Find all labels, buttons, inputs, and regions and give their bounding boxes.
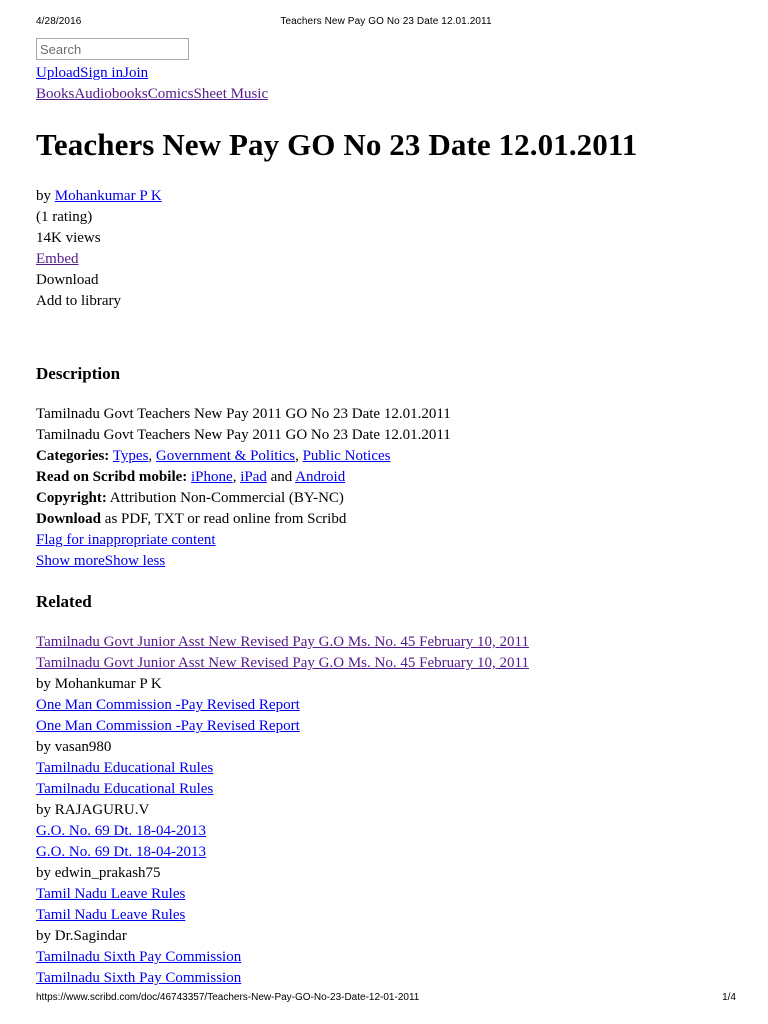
add-to-library-button[interactable]: Add to library <box>36 293 121 309</box>
upload-link[interactable]: Upload <box>36 65 81 81</box>
page-title: Teachers New Pay GO No 23 Date 12.01.2011 <box>36 127 638 162</box>
copyright-label: Copyright: <box>36 490 107 506</box>
document-meta <box>36 186 736 312</box>
description-heading: Description <box>36 364 121 383</box>
related-item-title-link <box>36 758 736 779</box>
show-toggle-line <box>36 551 736 572</box>
category-types-link[interactable]: Types <box>112 448 149 464</box>
mobile-label: Read on Scribd mobile: <box>36 469 188 485</box>
related-item-title-link <box>36 653 736 674</box>
related-link[interactable]: One Man Commission -Pay Revised Report <box>36 697 300 713</box>
related-item-title-link <box>36 821 736 842</box>
related-link[interactable]: Tamilnadu Sixth Pay Commission <box>36 970 242 986</box>
views-text: 14K views <box>36 230 101 246</box>
related-list <box>36 632 736 989</box>
join-link[interactable]: Join <box>123 65 149 81</box>
download-button[interactable]: Download <box>36 272 99 288</box>
description-section <box>36 404 736 572</box>
copyright-line <box>36 488 736 509</box>
print-page-number: 1/4 <box>722 992 736 1003</box>
nav-audiobooks-link[interactable]: Audiobooks <box>74 86 148 102</box>
embed-link[interactable]: Embed <box>36 251 79 267</box>
print-url: https://www.scribd.com/doc/46743357/Teachers-New-Pay-GO-No-23-Date-12-01-2011 <box>36 992 420 1003</box>
nav-books-link[interactable]: Books <box>36 86 75 102</box>
categories-label: Categories: <box>36 448 110 464</box>
download-label: Download <box>36 511 102 527</box>
related-item-title-link <box>36 968 736 989</box>
related-link[interactable]: G.O. No. 69 Dt. 18-04-2013 <box>36 823 206 839</box>
print-header <box>36 16 736 30</box>
ipad-link[interactable]: iPad <box>240 469 267 485</box>
related-item-title-link <box>36 695 736 716</box>
related-item-author: by edwin_prakash75 <box>36 865 161 881</box>
related-item-title-link <box>36 716 736 737</box>
related-item-title-link <box>36 905 736 926</box>
related-item-author: by vasan980 <box>36 739 112 755</box>
author-line <box>36 186 736 207</box>
category-government-politics-link[interactable]: Government & Politics <box>155 448 296 464</box>
android-link[interactable]: Android <box>295 469 346 485</box>
download-info-text: as PDF, TXT or read online from Scribd <box>101 511 347 527</box>
rating-text: (1 rating) <box>36 209 93 225</box>
account-links <box>36 63 736 84</box>
nav-comics-link[interactable]: Comics <box>147 86 194 102</box>
mobile-line: Read on Scribd mobile: iPhone, iPad and Android <box>36 469 346 485</box>
download-info-line <box>36 509 736 530</box>
sign-in-link[interactable]: Sign in <box>80 65 124 81</box>
flag-content-link[interactable]: Flag for inappropriate content <box>36 532 216 548</box>
related-item-author: by Mohankumar P K <box>36 676 162 692</box>
related-link[interactable]: Tamil Nadu Leave Rules <box>36 907 186 923</box>
and-text: and <box>266 469 296 485</box>
iphone-link[interactable]: iPhone <box>191 469 233 485</box>
flag-line <box>36 530 736 551</box>
show-less-link[interactable]: Show less <box>104 553 166 569</box>
related-link[interactable]: Tamilnadu Educational Rules <box>36 781 214 797</box>
search-input[interactable] <box>36 38 189 60</box>
by-label: by <box>36 188 55 204</box>
related-link[interactable]: Tamilnadu Govt Junior Asst New Revised Pay G.O Ms. No. 45 February 10, 2011 <box>36 655 529 671</box>
related-link[interactable]: Tamil Nadu Leave Rules <box>36 886 186 902</box>
categories-line: Categories: Types, Government & Politics, Public Notices <box>36 448 391 464</box>
print-page-title: Teachers New Pay GO No 23 Date 12.01.2011 <box>280 16 492 27</box>
page-content <box>36 38 736 989</box>
nav-sheet-music-link[interactable]: Sheet Music <box>193 86 269 102</box>
related-link[interactable]: One Man Commission -Pay Revised Report <box>36 718 300 734</box>
print-footer <box>36 992 736 1006</box>
copyright-value: Attribution Non-Commercial (BY-NC) <box>106 490 344 506</box>
print-date: 4/28/2016 <box>36 16 82 27</box>
related-item-title-link <box>36 779 736 800</box>
related-link[interactable]: Tamilnadu Sixth Pay Commission <box>36 949 242 965</box>
related-item-title-link <box>36 884 736 905</box>
show-more-link[interactable]: Show more <box>36 553 105 569</box>
related-heading: Related <box>36 592 92 611</box>
related-link[interactable]: Tamilnadu Govt Junior Asst New Revised Pay G.O Ms. No. 45 February 10, 2011 <box>36 634 529 650</box>
description-line-1: Tamilnadu Govt Teachers New Pay 2011 GO No 23 Date 12.01.2011 <box>36 406 451 422</box>
related-link[interactable]: G.O. No. 69 Dt. 18-04-2013 <box>36 844 206 860</box>
embed-line <box>36 249 736 270</box>
category-nav <box>36 84 736 105</box>
related-item-author: by Dr.Sagindar <box>36 928 127 944</box>
related-item-title-link <box>36 842 736 863</box>
category-public-notices-link[interactable]: Public Notices <box>302 448 391 464</box>
related-item-author: by RAJAGURU.V <box>36 802 150 818</box>
description-line-2: Tamilnadu Govt Teachers New Pay 2011 GO No 23 Date 12.01.2011 <box>36 427 451 443</box>
author-link[interactable]: Mohankumar P K <box>54 188 162 204</box>
related-item-title-link <box>36 632 736 653</box>
related-link[interactable]: Tamilnadu Educational Rules <box>36 760 214 776</box>
related-item-title-link <box>36 947 736 968</box>
